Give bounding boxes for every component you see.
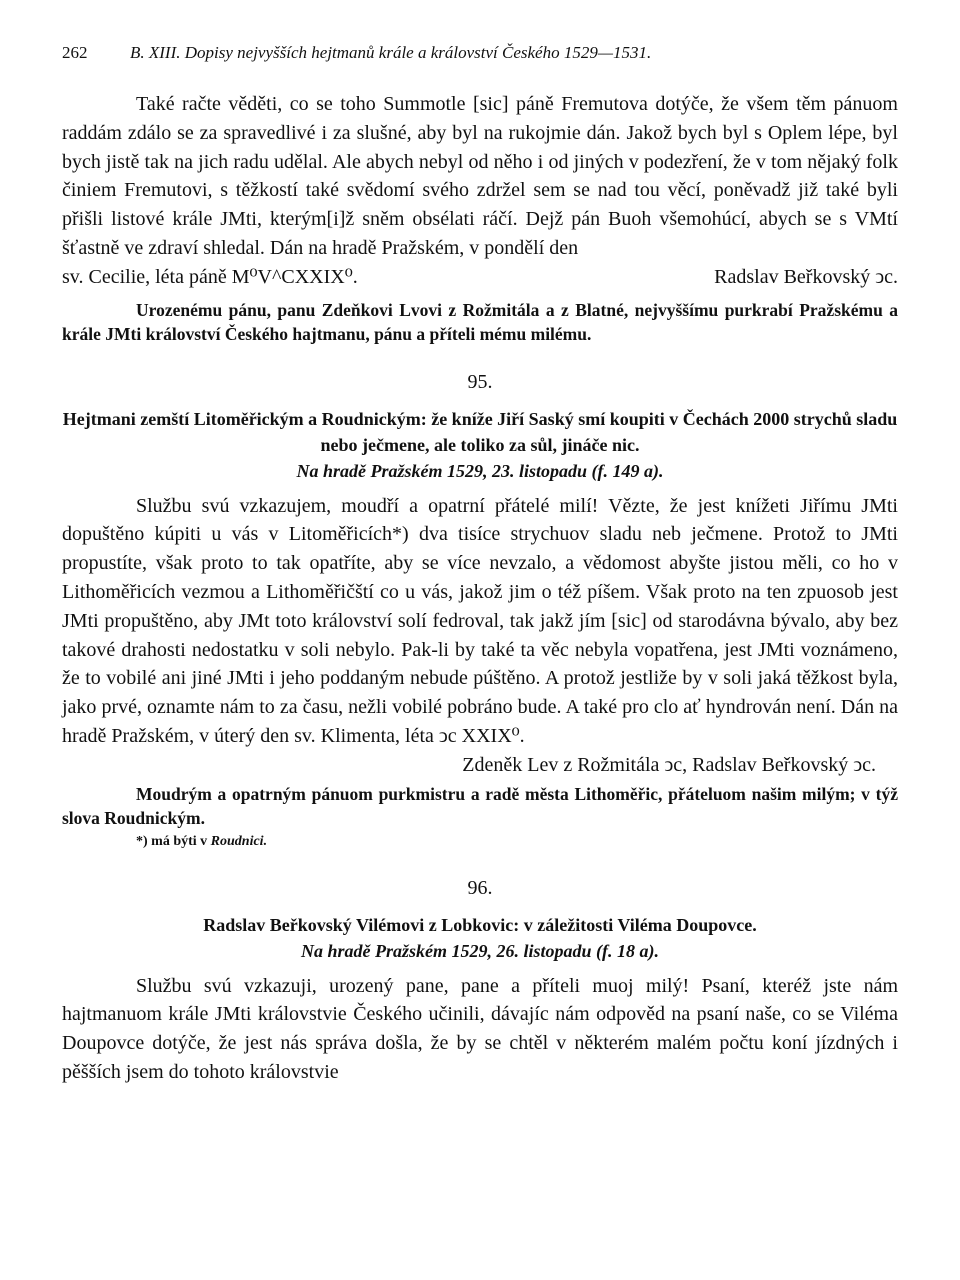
letter-96-number: 96. [467, 876, 493, 899]
letter-95-number: 95. [467, 370, 493, 393]
letter-95-body: Službu svú vzkazujem, moudří a opatrní přátelé milí! Vězte, že jest knížeti Jiřímu JMti dopuštěno kúpiti u vás v Litoměřicích*) dva tisíce strychuov sladu neb ječmene. Protož to JMti propustíte, však proto to tak opatříte, aby se více nevzalo, a vědomost abyšte jistou měli, co ho v Lithoměřicích vezmou a Lithoměřičští co u vás, jakož jim o též píšem. Však proto na ten zpuosob jest JMti propuštěno, aby JMt toto království solí fedroval, tak jakž jím [sic] od starodávna bývalo, aby bez takové drahosti nedostatku v soli nebylo. Pak-li by také ta věc nebyla vopatřena, jest JMti voznámeno, že to vobilé ani jiné JMti i jeho poddaným nebude púštěno. A protož jestliže by v soli jaká těžkost byla, jako prvé, oznamte nám to za času, nežli vobilé pobráno bude. A také pro clo ať hyndrován není. Dán na hradě Pražském, v úterý den sv. Klimenta, léta ͻc XXIX⁰. [62, 494, 898, 747]
letter-95-summary-text: že kníže Jiří Saský smí koupiti v Čechách 2000 strychů sladu nebo ječmene, ale toliko za sůl, jináče nic. [320, 408, 898, 455]
letter-95-footnote [136, 832, 898, 852]
letter-95-place-date: Na hradě Pražském 1529, 23. listopadu (f. 149 a). [296, 460, 664, 481]
prev-letter-address: Urozenému pánu, panu Zdeňkovi Lvovi z Rožmitála a z Blatné, nejvyššímu purkrabí Pražskému a krále JMti království Českého hajtmanu, pánu a příteli mému milému. [62, 299, 898, 344]
prev-letter-date: sv. Cecilie, léta páně M⁰V^CXXIX⁰. [62, 265, 358, 288]
letter-96-summary: Radslav Beřkovský Vilémovi z Lobkovic: v záležitosti Viléma Doupovce. [203, 914, 757, 935]
prev-letter-signature: Radslav Beřkovský ͻc. [714, 265, 898, 288]
footnote-text: *) má býti v [136, 833, 208, 849]
page-number: 262 [62, 43, 88, 62]
running-title: B. XIII. Dopisy nejvyšších hejtmanů krále a království Českého 1529—1531. [130, 43, 652, 62]
letter-95-signature: Zdeněk Lev z Rožmitála ͻc, Radslav Beřkovský ͻc. [462, 753, 876, 776]
page-header [62, 42, 898, 64]
letter-95-address: Moudrým a opatrným pánuom purkmistru a radě města Lithoměřic, přáteluom našim milým; v týž slova Roudnickým. [62, 783, 898, 828]
document-page [62, 42, 898, 1087]
prev-letter-closing [62, 263, 898, 292]
letter-95-summary [62, 406, 898, 458]
footnote-place: Roudnici. [210, 833, 268, 849]
letter-95-senders: Hejtmani zemští Litoměřickým a Roudnickým: [62, 408, 427, 429]
prev-letter-paragraph: Také račte věděti, co se toho Summotle [sic] páně Fremutova dotýče, že všem těm pánuom raddám zdálo se za spravedlivé i za slušné, aby byl na rukojmie dán. Jakož bych byl s Oplem lépe, byl bych jistě tak na jich radu udělal. Ale abych nebyl od něho i od jiných v podezření, že v tom nějaký folk činiem Fremutovi, s těžkostí také svědomí svého zdržel sem se nad tou věcí, poněvadž již také byli přišli listové krále JMti, kterým[i]ž sněm obsélati ráčí. Dejž pán Buoh všemohúcí, abych se s VMtí šťastně ve zdraví shledal. Dán na hradě Pražském, v pondělí den [62, 93, 898, 259]
letter-96-place-date: Na hradě Pražském 1529, 26. listopadu (f. 18 a). [300, 940, 659, 961]
letter-96-body: Službu svú vzkazuji, urozený pane, pane a příteli muoj milý! Psaní, kteréž jste nám hajtmanuom krále JMti královstvie Českého učinili, dávajíc nám odpověd na psaní naše, co se Viléma Doupovce dotýče, že jest nás správa došla, že by se chtěl v některém malém počtu koní jízdných i pěšších jsem do tohoto královstvie [62, 974, 898, 1083]
